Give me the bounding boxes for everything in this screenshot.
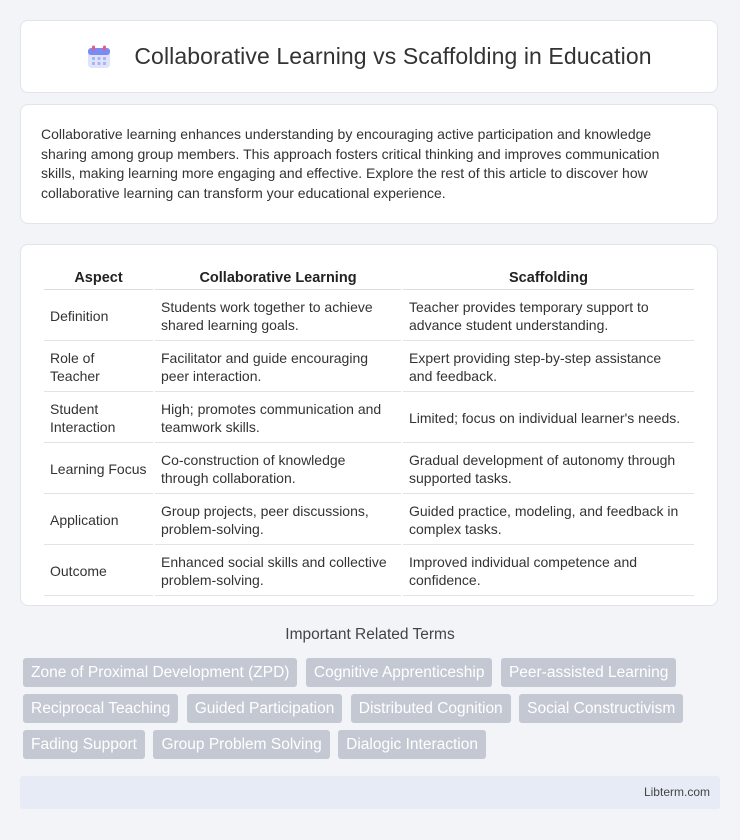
term-tag[interactable]: Reciprocal Teaching [23, 694, 178, 723]
cell-collaborative: Students work together to achieve shared learning goals. [155, 292, 401, 341]
cell-scaffolding: Gradual development of autonomy through supported tasks. [403, 445, 694, 494]
cell-collaborative: High; promotes communication and teamwork skills. [155, 394, 401, 443]
table-row [44, 343, 694, 392]
cell-collaborative: Co-construction of knowledge through collaboration. [155, 445, 401, 494]
cell-scaffolding: Improved individual competence and confidence. [403, 547, 694, 596]
term-tag[interactable]: Group Problem Solving [153, 730, 329, 759]
table-row [44, 496, 694, 545]
comparison-table-card [20, 244, 718, 606]
cell-scaffolding: Guided practice, modeling, and feedback in complex tasks. [403, 496, 694, 545]
table-header-row [44, 265, 694, 290]
related-terms-list [23, 658, 723, 766]
cell-aspect: Role of Teacher [44, 343, 153, 392]
column-header-collaborative: Collaborative Learning [155, 265, 401, 290]
term-tag[interactable]: Cognitive Apprenticeship [306, 658, 493, 687]
column-header-scaffolding: Scaffolding [403, 265, 694, 290]
comparison-table [42, 263, 696, 598]
term-tag[interactable]: Fading Support [23, 730, 145, 759]
table-row [44, 394, 694, 443]
term-tag[interactable]: Social Constructivism [519, 694, 683, 723]
term-tag[interactable]: Distributed Cognition [351, 694, 511, 723]
cell-aspect: Definition [44, 292, 153, 341]
cell-collaborative: Facilitator and guide encouraging peer interaction. [155, 343, 401, 392]
cell-collaborative: Group projects, peer discussions, problem-solving. [155, 496, 401, 545]
cell-scaffolding: Limited; focus on individual learner's needs. [403, 394, 694, 443]
term-tag[interactable]: Peer-assisted Learning [501, 658, 676, 687]
term-tag[interactable]: Guided Participation [187, 694, 343, 723]
intro-card [20, 104, 718, 224]
intro-text: Collaborative learning enhances understanding by encouraging active participation and knowledge sharing among group members. This approach fosters critical thinking and improves communication skills, making learning more engaging and effective. Explore the rest of this article to discover how collaborative learning can transform your educational experience. [41, 126, 660, 201]
cell-scaffolding: Teacher provides temporary support to advance student understanding. [403, 292, 694, 341]
table-row [44, 292, 694, 341]
cell-aspect: Learning Focus [44, 445, 153, 494]
cell-aspect: Student Interaction [44, 394, 153, 443]
table-row [44, 445, 694, 494]
column-header-aspect: Aspect [44, 265, 153, 290]
cell-aspect: Application [44, 496, 153, 545]
footer-site-link[interactable]: Libterm.com [643, 785, 710, 799]
calendar-icon [86, 44, 112, 70]
related-terms-title: Important Related Terms [285, 626, 455, 643]
cell-scaffolding: Expert providing step-by-step assistance and feedback. [403, 343, 694, 392]
header-card [20, 20, 718, 93]
cell-collaborative: Enhanced social skills and collective problem-solving. [155, 547, 401, 596]
table-row [44, 547, 694, 596]
footer [20, 776, 720, 809]
page-title: Collaborative Learning vs Scaffolding in Education [134, 43, 652, 69]
term-tag[interactable]: Zone of Proximal Development (ZPD) [23, 658, 297, 687]
term-tag[interactable]: Dialogic Interaction [338, 730, 486, 759]
cell-aspect: Outcome [44, 547, 153, 596]
